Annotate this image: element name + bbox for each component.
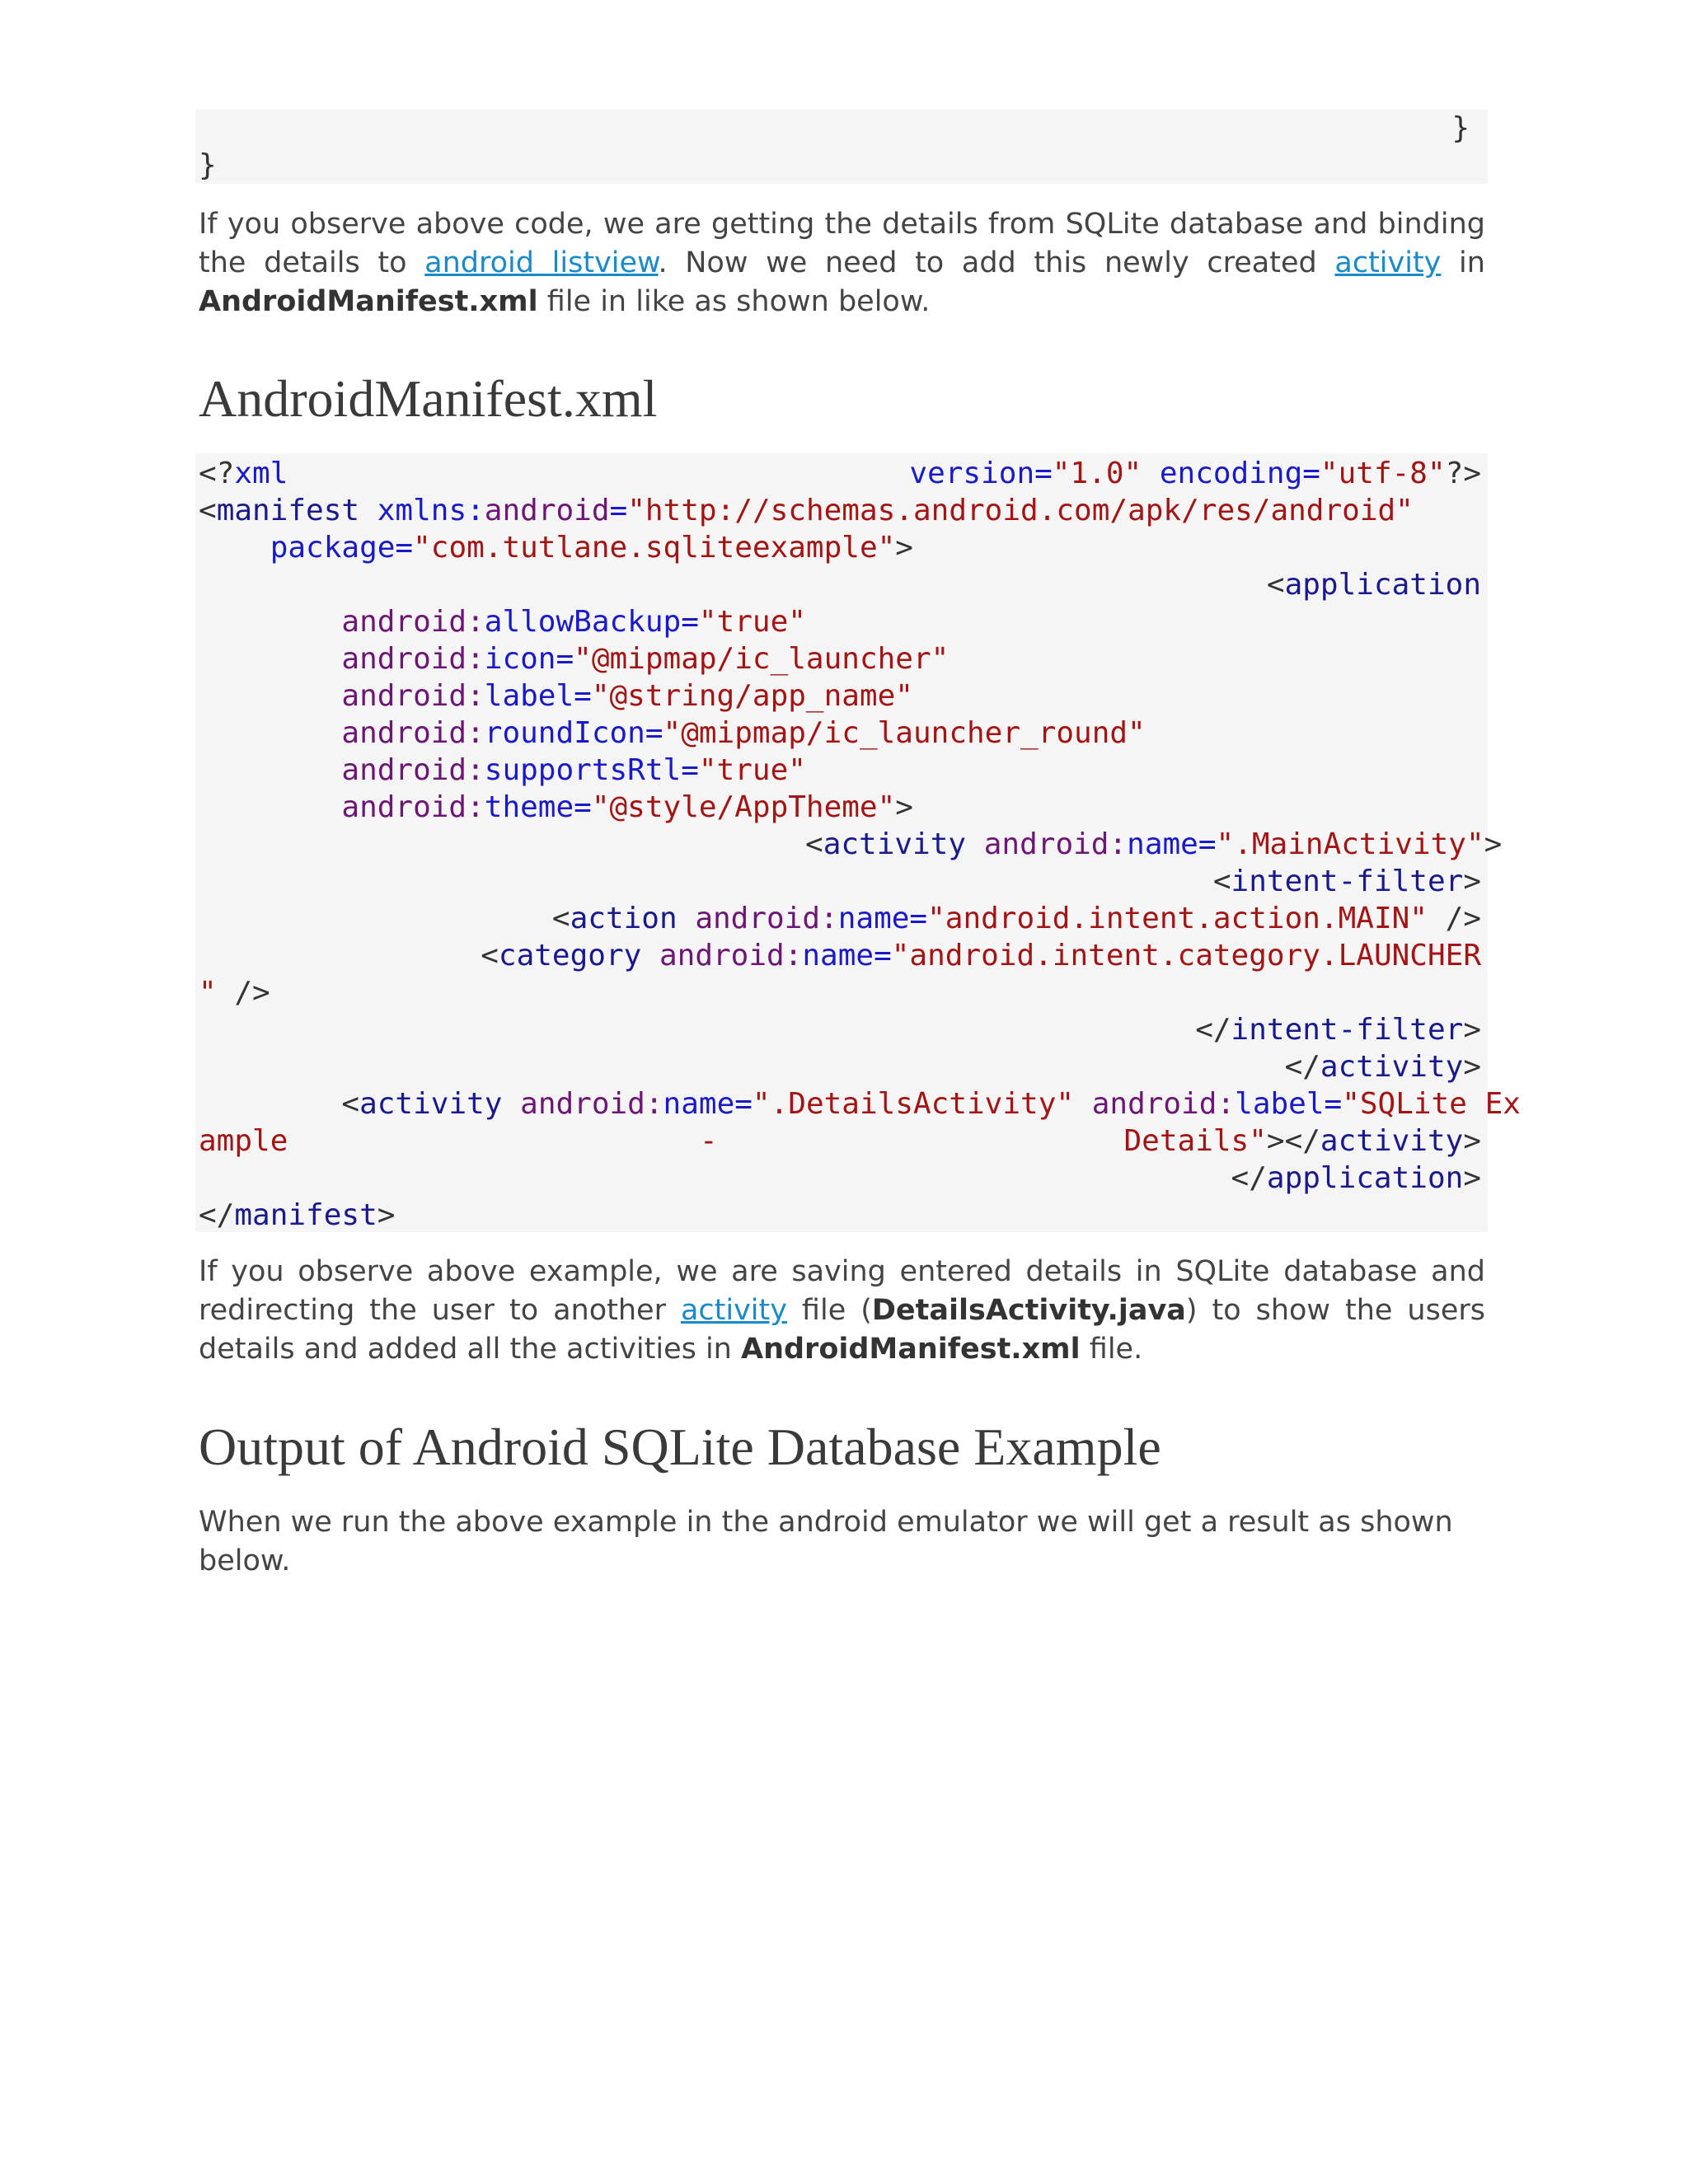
- paragraph-text: file in like as shown below.: [537, 285, 931, 318]
- paragraph-text: ) to show the users details and added all the activities in: [199, 1294, 1486, 1366]
- paragraph-text: If you observe above code, we are getting the details from SQLite database and binding the details to: [199, 208, 1485, 279]
- code-line: <?xml version="1.0" encoding="utf-8"?>: [199, 457, 1481, 490]
- code-line: android:label="@string/app_name": [199, 679, 913, 713]
- code-line: <manifest xmlns:android="http://schemas.android.com/apk/res/android": [199, 494, 1414, 527]
- code-line: </application>: [1231, 1161, 1481, 1195]
- activity-link[interactable]: activity: [680, 1294, 787, 1327]
- code-line: ample - Details"></activity>: [199, 1124, 1481, 1158]
- section-heading-manifest: AndroidManifest.xml: [199, 369, 658, 428]
- paragraph-text: file (: [786, 1294, 872, 1327]
- bold-filename: AndroidManifest.xml: [199, 285, 538, 318]
- section-heading-output: Output of Android SQLite Database Example: [199, 1418, 1161, 1476]
- paragraph-intro: [199, 205, 1485, 321]
- manifest-code-block: [195, 453, 1521, 1232]
- code-line: android:theme="@style/AppTheme">: [199, 790, 913, 824]
- paragraph-text: . Now we need to add this newly created: [658, 246, 1335, 279]
- paragraph-text: file.: [1080, 1333, 1143, 1366]
- code-line: <activity android:name=".MainActivity">: [805, 827, 1503, 861]
- code-line: <application: [1266, 568, 1481, 602]
- code-line: " />: [199, 976, 270, 1010]
- code-line: android:allowBackup="true": [199, 605, 806, 639]
- code-line: android:roundIcon="@mipmap/ic_launcher_round": [199, 716, 1146, 750]
- android-listview-link[interactable]: android listview: [424, 246, 659, 279]
- code-line: <action android:name="android.intent.action.MAIN" />: [551, 902, 1481, 935]
- code-line: }: [1451, 111, 1470, 145]
- code-line: android:icon="@mipmap/ic_launcher": [199, 642, 950, 676]
- code-line: <activity android:name=".DetailsActivity" android:label="SQLite Ex: [199, 1087, 1521, 1121]
- paragraph-text: If you observe above example, we are saving entered details in SQLite database and redirecting the user to another: [199, 1255, 1485, 1327]
- code-block-tail: [195, 110, 1488, 184]
- code-line: </intent-filter>: [1195, 1013, 1481, 1047]
- activity-link[interactable]: activity: [1334, 246, 1442, 279]
- bold-filename: DetailsActivity.java: [871, 1294, 1186, 1327]
- paragraph-text: in: [1441, 246, 1485, 279]
- code-line: </manifest>: [199, 1198, 396, 1232]
- code-line: package="com.tutlane.sqliteexample">: [199, 531, 913, 565]
- bold-filename: AndroidManifest.xml: [741, 1333, 1081, 1366]
- code-line: }: [199, 148, 217, 182]
- code-line: <category android:name="android.intent.category.LAUNCHER: [481, 939, 1481, 972]
- code-line: </activity>: [1284, 1050, 1481, 1084]
- paragraph-output: When we run the above example in the android emulator we will get a result as shown below.: [199, 1506, 1453, 1577]
- code-line: android:supportsRtl="true": [199, 753, 806, 787]
- paragraph-explanation: [199, 1253, 1485, 1369]
- code-line: <intent-filter>: [1212, 865, 1481, 898]
